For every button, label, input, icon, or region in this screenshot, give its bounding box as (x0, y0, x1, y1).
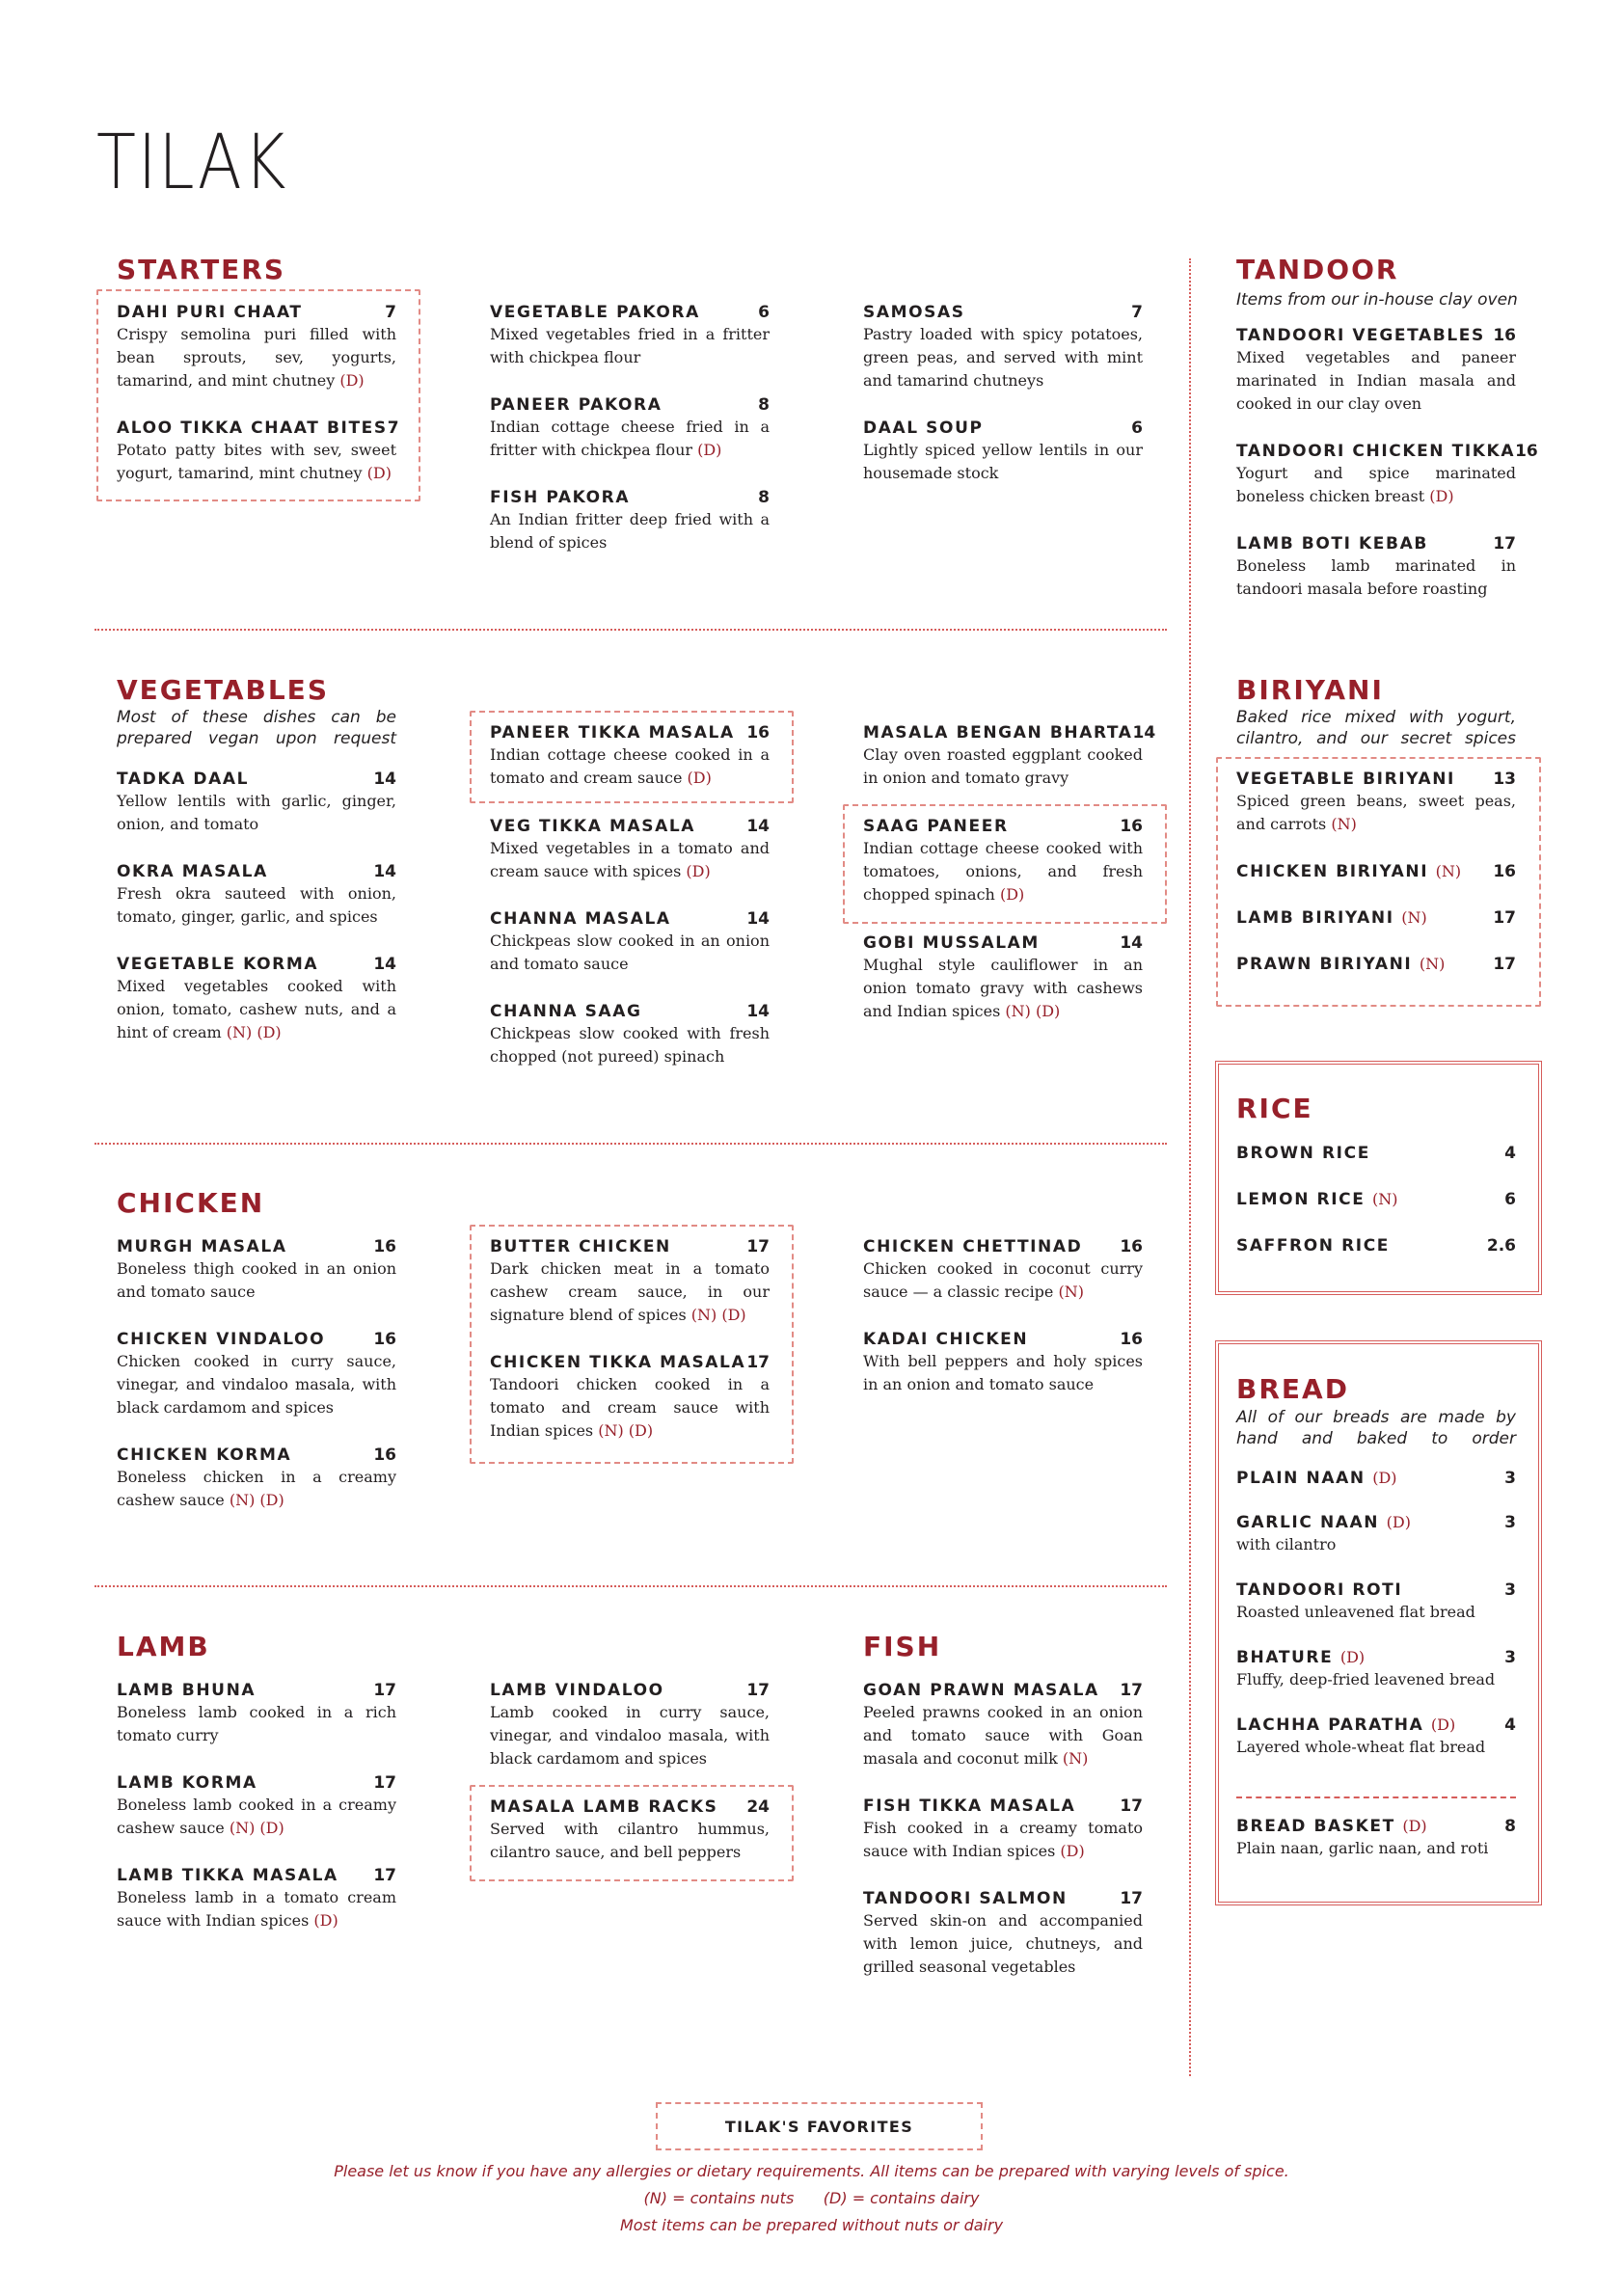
divider-chicken-lamb (95, 1585, 1167, 1587)
item-description: Chickpeas slow cooked in an onion and tomato sauce (490, 932, 770, 973)
rice-column (1236, 1143, 1516, 1282)
menu-item (490, 302, 770, 369)
menu-item (117, 861, 396, 929)
item-price: 8 (758, 488, 770, 507)
menu-item (117, 302, 396, 392)
item-name: LAMB TIKKA MASALA (117, 1866, 338, 1885)
dietary-tag: (N) (D) (1005, 1002, 1061, 1020)
menu-item (117, 418, 399, 485)
section-title-starters: STARTERS (117, 254, 286, 285)
menu-item (117, 769, 396, 836)
item-name: PLAIN NAAN (1236, 1469, 1366, 1488)
item-price: 16 (373, 1237, 396, 1256)
allergy-notice: Please let us know if you have any allergies or dietary requirements. All items can be prepared with varying levels of spice. (334, 2162, 1289, 2180)
vegetables-column-3c (863, 932, 1143, 1048)
item-description: Clay oven roasted eggplant cooked in onion and tomato gravy (863, 745, 1143, 787)
item-price: 8 (1504, 1817, 1516, 1836)
dietary-tag: (D) (687, 769, 712, 787)
lamb-column-2a (490, 1680, 770, 1796)
item-price: 17 (373, 1773, 396, 1793)
menu-item (117, 1680, 396, 1747)
menu-item (490, 487, 770, 554)
item-price: 14 (373, 862, 396, 881)
item-name: VEGETABLE KORMA (117, 955, 319, 974)
item-price: 14 (1120, 933, 1143, 953)
item-price: 17 (1120, 1889, 1143, 1908)
starters-column-1 (117, 302, 399, 510)
item-description: Served with cilantro hummus, cilantro sauce, and bell peppers (490, 1820, 770, 1861)
dietary-tag: (D) (1060, 1842, 1085, 1860)
item-price: 17 (1120, 1796, 1143, 1816)
menu-item (1236, 907, 1516, 929)
menu-item (863, 1236, 1143, 1304)
item-name: CHICKEN BIRIYANI (1236, 862, 1429, 881)
menu-item (490, 1001, 770, 1068)
menu-item (1236, 1189, 1516, 1210)
item-description: Mixed vegetables fried in a fritter with chickpea flour (490, 325, 770, 366)
menu-item (863, 1796, 1143, 1863)
item-price: 6 (1504, 1190, 1516, 1209)
section-title-rice: RICE (1236, 1093, 1313, 1124)
item-name: BUTTER CHICKEN (490, 1237, 671, 1256)
item-name: TANDOORI CHICKEN TIKKA (1236, 442, 1516, 461)
item-price: 17 (1120, 1681, 1143, 1700)
menu-item (117, 1772, 396, 1840)
nuts-dairy-notice: Most items can be prepared without nuts or dairy (619, 2216, 1004, 2234)
item-name: VEGETABLE PAKORA (490, 303, 700, 322)
vegetables-column-2b (490, 816, 770, 1094)
item-price: 17 (746, 1237, 770, 1256)
vegetables-column-1 (117, 769, 396, 1069)
item-description: Chickpeas slow cooked with fresh chopped (not pureed) spinach (490, 1024, 770, 1066)
item-name: SAAG PANEER (863, 817, 1009, 836)
dietary-tag: (N) (1372, 1190, 1398, 1208)
section-title-fish: FISH (863, 1631, 942, 1662)
dietary-tag: (D) (1372, 1469, 1397, 1487)
item-description: Peeled prawns cooked in an onion and tomato sauce with Goan masala and coconut milk (863, 1703, 1143, 1768)
item-description: Served skin-on and accompanied with lemon juice, chutneys, and grilled seasonal vegetables (863, 1911, 1143, 1976)
item-price: 17 (746, 1681, 770, 1700)
menu-item (863, 1680, 1143, 1770)
menu-item (1236, 769, 1516, 836)
item-price: 6 (1131, 419, 1143, 438)
dietary-tag: (D) (999, 885, 1025, 904)
item-name: SAMOSAS (863, 303, 965, 322)
menu-item (490, 1796, 770, 1864)
item-description: Indian cottage cheese cooked in a tomato and cream sauce (490, 745, 770, 787)
item-price: 7 (385, 303, 396, 322)
starters-column-2 (490, 302, 770, 580)
menu-item (863, 932, 1143, 1023)
item-description: Lamb cooked in curry sauce, vinegar, and vindaloo masala, with black cardamom and spices (490, 1703, 770, 1768)
item-name: CHANNA MASALA (490, 909, 671, 929)
item-price: 17 (1493, 955, 1516, 974)
dietary-tag: (N) (1419, 955, 1446, 973)
dietary-tag: (N) (D) (226, 1023, 282, 1041)
item-name: CHICKEN CHETTINAD (863, 1237, 1083, 1256)
section-note-biriyani: Baked rice mixed with yogurt, cilantro, and our secret spices (1236, 708, 1516, 748)
item-price: 17 (1493, 534, 1516, 554)
dietary-tag: (N) (D) (598, 1421, 654, 1440)
item-description: Boneless thigh cooked in an onion and tomato sauce (117, 1259, 396, 1301)
item-price: 16 (1493, 326, 1516, 345)
menu-item (1236, 1580, 1516, 1624)
item-price: 16 (373, 1330, 396, 1349)
dietary-tag: (D) (313, 1911, 338, 1930)
item-name: SAFFRON RICE (1236, 1236, 1391, 1256)
dietary-tag: (D) (697, 441, 722, 459)
item-price: 3 (1504, 1580, 1516, 1600)
item-name: ALOO TIKKA CHAAT BITES (117, 419, 388, 438)
item-name: PRAWN BIRIYANI (1236, 955, 1413, 974)
item-name: GOBI MUSSALAM (863, 933, 1040, 953)
item-name: FISH PAKORA (490, 488, 631, 507)
item-price: 16 (1515, 442, 1538, 461)
item-description: Yogurt and spice marinated boneless chicken breast (1236, 464, 1516, 505)
item-description: Boneless lamb marinated in tandoori masala before roasting (1236, 556, 1516, 598)
biriyani-column (1236, 769, 1516, 1000)
menu-item (1236, 533, 1516, 601)
item-description: Chicken cooked in curry sauce, vinegar, and vindaloo masala, with black cardamom and spices (117, 1352, 396, 1417)
section-title-tandoor: TANDOOR (1236, 254, 1399, 285)
menu-item (863, 418, 1143, 485)
dietary-legend: (N) = contains nuts (D) = contains dairy (643, 2189, 980, 2207)
menu-item (863, 722, 1156, 790)
item-description: Dark chicken meat in a tomato cashew cream sauce, in our signature blend of spices (490, 1259, 770, 1324)
menu-item (863, 816, 1143, 906)
item-description: Mixed vegetables and paneer marinated in Indian masala and cooked in our clay oven (1236, 348, 1516, 413)
item-name: GOAN PRAWN MASALA (863, 1681, 1099, 1700)
item-description: Pastry loaded with spicy potatoes, green peas, and served with mint and tamarind chutneys (863, 325, 1143, 390)
item-description: Roasted unleavened flat bread (1236, 1603, 1475, 1621)
dietary-tag: (D) (1386, 1513, 1411, 1531)
item-price: 17 (373, 1681, 396, 1700)
restaurant-title: TILAK (96, 120, 288, 206)
menu-item (490, 722, 770, 790)
item-description: Tandoori chicken cooked in a tomato and cream sauce with Indian spices (490, 1375, 770, 1440)
item-price: 16 (1120, 1330, 1143, 1349)
menu-item (1236, 441, 1538, 508)
item-description: Spiced green beans, sweet peas, and carrots (1236, 792, 1516, 833)
item-name: LAMB BHUNA (117, 1681, 257, 1700)
menu-item (1236, 954, 1516, 975)
menu-item (1236, 1647, 1516, 1691)
menu-item (490, 394, 770, 462)
item-description: Fish cooked in a creamy tomato sauce with Indian spices (863, 1819, 1143, 1860)
item-price: 3 (1504, 1469, 1516, 1488)
menu-item (1236, 1235, 1516, 1256)
item-price: 14 (1132, 723, 1156, 743)
item-price: 24 (746, 1797, 770, 1817)
item-price: 17 (373, 1866, 396, 1885)
bread-basket-divider (1236, 1796, 1516, 1798)
item-price: 16 (1120, 1237, 1143, 1256)
section-title-chicken: CHICKEN (117, 1187, 265, 1219)
item-price: 16 (746, 723, 770, 743)
item-name: MASALA BENGAN BHARTA (863, 723, 1133, 743)
section-note-bread: All of our breads are made by hand and baked to order (1236, 1408, 1516, 1448)
vertical-divider (1189, 258, 1191, 2076)
vegetables-column-3a (863, 722, 1156, 815)
item-description: Crispy semolina puri filled with bean sprouts, sev, yogurts, tamarind, and mint chutney (117, 325, 396, 390)
dietary-tag: (D) (366, 464, 392, 482)
item-name: KADAI CHICKEN (863, 1330, 1029, 1349)
menu-item (1236, 861, 1516, 882)
item-name: CHICKEN VINDALOO (117, 1330, 326, 1349)
item-description: Mixed vegetables cooked with onion, tomato, cashew nuts, and a hint of cream (117, 977, 396, 1041)
item-name: MASALA LAMB RACKS (490, 1797, 718, 1817)
item-name: LEMON RICE (1236, 1190, 1366, 1209)
item-name: VEGETABLE BIRIYANI (1236, 770, 1455, 789)
menu-item (1236, 1512, 1516, 1556)
section-note-vegetables: Most of these dishes can be prepared vegan upon request (117, 708, 396, 748)
menu-item (117, 954, 396, 1044)
item-price: 3 (1504, 1513, 1516, 1532)
bread-column (1236, 1468, 1516, 1782)
item-name: BHATURE (1236, 1648, 1334, 1667)
dietary-tag: (N) (1058, 1283, 1084, 1301)
dietary-tag: (N) (D) (229, 1491, 284, 1509)
item-price: 7 (1131, 303, 1143, 322)
item-price: 14 (373, 770, 396, 789)
item-price: 2.6 (1486, 1236, 1516, 1256)
item-name: BROWN RICE (1236, 1144, 1370, 1163)
menu-item (1236, 1715, 1516, 1759)
menu-item (490, 1236, 770, 1327)
divider-vegetables-chicken (95, 1143, 1167, 1145)
item-description: Yellow lentils with garlic, ginger, onion, and tomato (117, 792, 396, 833)
menu-item (117, 1445, 396, 1512)
tandoor-column (1236, 325, 1538, 626)
dietary-tag: (N) (1062, 1749, 1089, 1768)
item-price: 14 (746, 909, 770, 929)
item-name: GARLIC NAAN (1236, 1513, 1380, 1532)
item-price: 3 (1504, 1648, 1516, 1667)
dietary-tag: (N) (1331, 815, 1357, 833)
item-price: 16 (1120, 817, 1143, 836)
chicken-column-1 (117, 1236, 396, 1537)
item-name: TANDOORI ROTI (1236, 1580, 1403, 1600)
item-description: Potato patty bites with sev, sweet yogurt, tamarind, mint chutney (117, 441, 396, 482)
item-price: 17 (1493, 908, 1516, 928)
item-name: DAAL SOUP (863, 419, 984, 438)
item-price: 16 (1493, 862, 1516, 881)
item-name: VEG TIKKA MASALA (490, 817, 696, 836)
vegetables-column-2a (490, 722, 770, 815)
item-name: CHANNA SAAG (490, 1002, 642, 1021)
item-description: Boneless lamb cooked in a creamy cashew sauce (117, 1796, 396, 1837)
dietary-tag: (D) (686, 862, 711, 880)
item-description: Mixed vegetables in a tomato and cream sauce with spices (490, 839, 770, 880)
item-name: CHICKEN TIKKA MASALA (490, 1353, 746, 1372)
item-name: PANEER PAKORA (490, 395, 663, 415)
bread-basket (1236, 1816, 1516, 1885)
item-name: LAMB BIRIYANI (1236, 908, 1394, 928)
item-name: FISH TIKKA MASALA (863, 1796, 1076, 1816)
menu-item (1236, 1143, 1516, 1164)
section-note-tandoor: Items from our in-house clay oven (1236, 290, 1518, 310)
item-description: with cilantro (1236, 1535, 1337, 1553)
dietary-tag: (D) (1339, 1648, 1366, 1666)
menu-item (117, 1865, 396, 1932)
menu-item (863, 1329, 1143, 1396)
item-price: 13 (1493, 770, 1516, 789)
menu-item (1236, 325, 1516, 416)
item-name: TANDOORI VEGETABLES (1236, 326, 1485, 345)
item-price: 14 (373, 955, 396, 974)
menu-item (1236, 1816, 1516, 1860)
item-price: 8 (758, 395, 770, 415)
item-description: Plain naan, garlic naan, and roti (1236, 1839, 1489, 1857)
item-name: DAHI PURI CHAAT (117, 303, 303, 322)
item-description: Chicken cooked in coconut curry sauce — a classic recipe (863, 1259, 1143, 1301)
menu-item (490, 908, 770, 976)
item-description: Lightly spiced yellow lentils in our housemade stock (863, 441, 1143, 482)
vegetables-column-3b (863, 816, 1143, 932)
chicken-column-2 (490, 1236, 770, 1468)
item-description: An Indian fritter deep fried with a blend of spices (490, 510, 770, 552)
item-description: Boneless lamb cooked in a rich tomato curry (117, 1703, 396, 1744)
item-price: 7 (387, 419, 399, 438)
favorites-legend: TILAK'S FAVORITES (656, 2102, 983, 2150)
section-title-vegetables: VEGETABLES (117, 674, 329, 706)
dietary-tag: (D) (1402, 1817, 1427, 1835)
lamb-column-1 (117, 1680, 396, 1958)
dietary-tag: (N) (D) (690, 1306, 746, 1324)
item-description: Fresh okra sauteed with onion, tomato, ginger, garlic, and spices (117, 884, 396, 926)
item-description: Boneless lamb in a tomato cream sauce with Indian spices (117, 1888, 396, 1930)
menu-item (1236, 1468, 1516, 1489)
menu-item (117, 1329, 396, 1419)
item-name: LAMB KORMA (117, 1773, 257, 1793)
menu-item (490, 1352, 770, 1443)
menu-item (490, 816, 770, 883)
dietary-tag: (D) (1429, 487, 1454, 505)
item-name: BREAD BASKET (1236, 1817, 1395, 1836)
dietary-tag: (N) (1401, 908, 1427, 927)
item-price: 4 (1504, 1144, 1516, 1163)
section-title-bread: BREAD (1236, 1373, 1349, 1405)
item-name: CHICKEN KORMA (117, 1445, 292, 1465)
item-name: LACHHA PARATHA (1236, 1715, 1424, 1735)
item-description: Boneless chicken in a creamy cashew sauce (117, 1468, 396, 1509)
dietary-tag: (D) (339, 371, 365, 390)
item-name: OKRA MASALA (117, 862, 268, 881)
menu-item (117, 1236, 396, 1304)
menu-item (863, 1888, 1143, 1979)
item-description: With bell peppers and holy spices in an onion and tomato sauce (863, 1352, 1143, 1393)
menu-item (490, 1680, 770, 1770)
item-price: 14 (746, 817, 770, 836)
item-description: Indian cottage cheese cooked with tomatoes, onions, and fresh chopped spinach (863, 839, 1143, 904)
item-price: 16 (373, 1445, 396, 1465)
menu-item (863, 302, 1143, 392)
item-name: MURGH MASALA (117, 1237, 287, 1256)
item-name: TANDOORI SALMON (863, 1889, 1068, 1908)
dietary-tag: (D) (1430, 1715, 1456, 1734)
item-price: 6 (758, 303, 770, 322)
lamb-column-2b (490, 1796, 770, 1889)
item-price: 14 (746, 1002, 770, 1021)
starters-column-3 (863, 302, 1143, 510)
item-description: Mughal style cauliflower in an onion tomato gravy with cashews and Indian spices (863, 956, 1143, 1020)
section-title-biriyani: BIRIYANI (1236, 674, 1384, 706)
divider-starters-vegetables (95, 629, 1167, 631)
section-title-lamb: LAMB (117, 1631, 210, 1662)
fish-column (863, 1680, 1143, 2004)
dietary-tag: (N) (D) (229, 1819, 284, 1837)
item-name: LAMB VINDALOO (490, 1681, 664, 1700)
item-description: Layered whole-wheat flat bread (1236, 1738, 1486, 1756)
item-description: Fluffy, deep-fried leavened bread (1236, 1670, 1496, 1688)
item-name: TADKA DAAL (117, 770, 250, 789)
item-name: PANEER TIKKA MASALA (490, 723, 735, 743)
item-price: 17 (746, 1353, 770, 1372)
chicken-column-3 (863, 1236, 1143, 1421)
dietary-tag: (N) (1435, 862, 1462, 880)
item-name: LAMB BOTI KEBAB (1236, 534, 1428, 554)
item-description: Indian cottage cheese fried in a fritter with chickpea flour (490, 418, 770, 459)
item-price: 4 (1504, 1715, 1516, 1735)
